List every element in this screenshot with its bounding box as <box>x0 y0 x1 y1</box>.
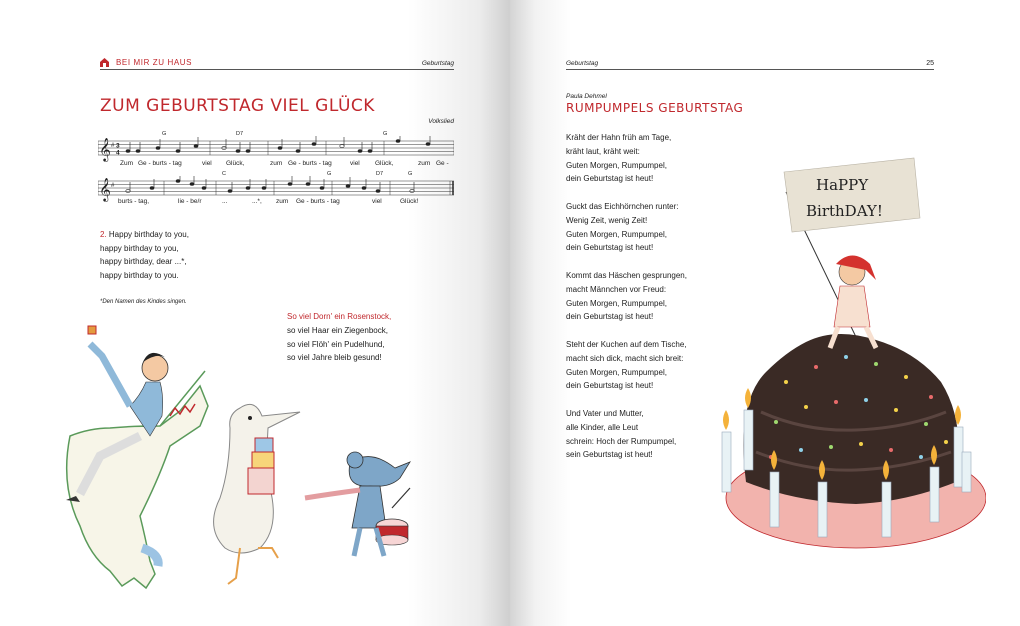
rhyme-line: so viel Haar ein Ziegenbock, <box>287 325 388 335</box>
poem-line: dein Geburtstag ist heut! <box>566 243 654 253</box>
birthday-cake-illustration <box>706 152 986 572</box>
poem-stanza <box>566 338 687 393</box>
song-credit: Volkslied <box>428 118 454 125</box>
poem-line: Guten Morgen, Rumpumpel, <box>566 367 667 377</box>
poem-line: Kommt das Häschen gesprungen, <box>566 271 687 280</box>
page-number: 25 <box>926 60 934 67</box>
page-header <box>100 58 454 70</box>
poem-stanza <box>566 200 679 255</box>
poem-line: schrein: Hoch der Rumpumpel, <box>566 436 677 446</box>
poem-title: RUMPUMPELS GEBURTSTAG <box>566 101 744 115</box>
svg-text:#: # <box>111 143 115 149</box>
chord-label: D7 <box>236 131 244 137</box>
verse-block <box>100 228 189 283</box>
lyric-syllable: Glück! <box>400 198 419 205</box>
mouse-drummer-illustration <box>300 448 430 568</box>
lyric-syllable: ...*, <box>252 198 262 205</box>
poem-stanza <box>566 131 671 186</box>
house-icon <box>99 57 110 67</box>
poem-line: Guten Morgen, Rumpumpel, <box>566 229 667 239</box>
rhyme-line: So viel Dorn' ein Rosenstock, <box>287 312 392 321</box>
chord-label: C <box>222 171 226 177</box>
right-page <box>510 0 1020 626</box>
poem-line: macht Männchen vor Freud: <box>566 284 667 294</box>
poem-line: dein Geburtstag ist heut! <box>566 312 654 322</box>
poem-line: Kräht der Hahn früh am Tage, <box>566 133 672 142</box>
rhyme-line: so viel Flöh' ein Pudelhund, <box>287 339 385 349</box>
lyric-syllable: Ge - burts - tag <box>138 160 182 167</box>
poem-line: Steht der Kuchen auf dem Tische, <box>566 340 687 349</box>
verse-line: happy birthday to you. <box>100 271 179 281</box>
svg-text:3: 3 <box>116 142 120 150</box>
poem-line: Und Vater und Mutter, <box>566 409 644 418</box>
svg-text:4: 4 <box>116 149 120 157</box>
chord-label: G <box>162 131 167 137</box>
lyric-syllable: Ge - burts - tag <box>288 160 332 167</box>
chord-label: D7 <box>376 171 384 177</box>
svg-text:𝄞: 𝄞 <box>99 177 111 201</box>
poem-line: Wenig Zeit, wenig Zeit! <box>566 215 648 225</box>
verse-number: 2. <box>100 230 107 239</box>
chapter-label: Geburtstag <box>566 60 599 67</box>
rhyme-line: so viel Jahre bleib gesund! <box>287 353 382 363</box>
poem-author: Paula Dehmel <box>566 93 607 100</box>
poem-line: alle Kinder, alle Leut <box>566 422 639 432</box>
lyric-syllable: zum <box>276 198 289 205</box>
lyric-syllable: Glück, <box>375 160 394 167</box>
chord-label: G <box>408 171 413 177</box>
lyric-syllable: Glück, <box>226 160 245 167</box>
poem-line: dein Geburtstag ist heut! <box>566 174 654 184</box>
lyric-syllable: zum <box>418 160 431 167</box>
poem-line: sein Geburtstag ist heut! <box>566 450 653 460</box>
lyric-syllable: lie - be/r <box>178 198 202 205</box>
lyric-syllable: ... <box>222 198 228 205</box>
poem-line: Guckt das Eichhörnchen runter: <box>566 202 679 211</box>
svg-text:𝄞: 𝄞 <box>99 137 111 161</box>
flag-text-line2: BirthDAY! <box>806 202 883 220</box>
lyric-syllable: viel <box>202 160 212 167</box>
footnote: *Den Namen des Kindes singen. <box>100 299 187 305</box>
rhyme-block <box>287 310 391 365</box>
lyric-syllable: Ge - <box>436 160 449 167</box>
flag-text-line1: HaPPY <box>816 176 869 194</box>
verse-text: Happy birthday to you, <box>108 230 189 239</box>
page-header <box>566 58 934 70</box>
lyric-syllable: zum <box>270 160 283 167</box>
song-title: ZUM GEBURTSTAG VIEL GLÜCK <box>100 96 375 116</box>
verse-line <box>100 228 189 242</box>
verse-line: happy birthday to you, <box>100 243 179 253</box>
chord-label: G <box>327 171 332 177</box>
lyric-syllable: viel <box>372 198 382 205</box>
poem-line: kräht laut, kräht weit: <box>566 146 640 156</box>
poem-stanza <box>566 269 687 324</box>
lyric-syllable: Ge - burts - tag <box>296 198 340 205</box>
svg-text:#: # <box>111 183 115 189</box>
lyric-syllable: Zum <box>120 160 133 167</box>
poem-line: Guten Morgen, Rumpumpel, <box>566 298 667 308</box>
lyric-syllable: viel <box>350 160 360 167</box>
poem-line: dein Geburtstag ist heut! <box>566 381 654 391</box>
verse-line: happy birthday, dear ...*, <box>100 257 187 267</box>
duck-with-presents-illustration <box>200 398 310 588</box>
poem-line: macht sich dick, macht sich breit: <box>566 353 684 363</box>
chord-label: G <box>383 131 388 137</box>
chapter-label: Geburtstag <box>421 60 454 67</box>
lyric-syllable: burts - tag, <box>118 198 150 205</box>
section-label: BEI MIR ZU HAUS <box>116 58 193 67</box>
poem-line: Guten Morgen, Rumpumpel, <box>566 160 667 170</box>
crocodile-rider-illustration <box>50 316 220 596</box>
poem-stanza <box>566 407 676 462</box>
